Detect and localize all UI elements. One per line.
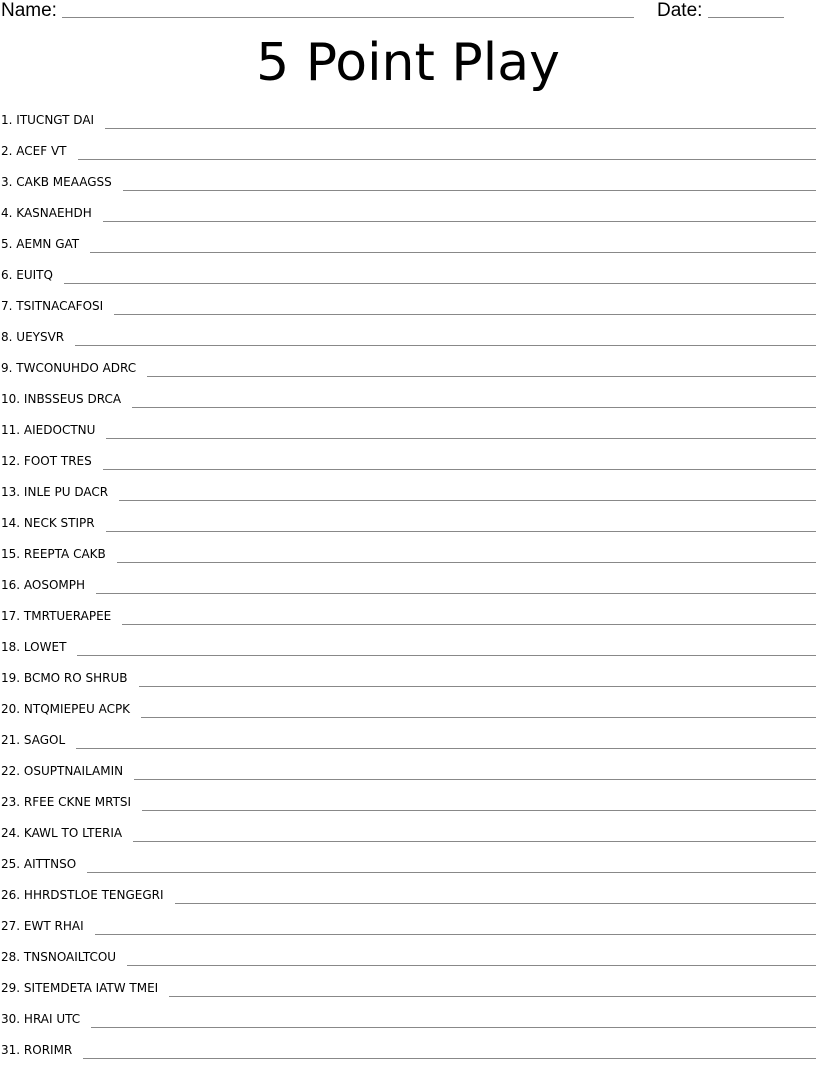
scrambled-word: KAWL TO LTERIA <box>24 826 122 840</box>
answer-line[interactable] <box>117 562 816 563</box>
question-item <box>0 977 816 1008</box>
question-item <box>0 884 816 915</box>
question-number: 3. <box>1 175 12 189</box>
scrambled-word: LOWET <box>24 640 66 654</box>
question-number: 7. <box>1 299 12 313</box>
question-number: 2. <box>1 144 12 158</box>
question-number: 22. <box>1 764 20 778</box>
question-item <box>0 357 816 388</box>
answer-line[interactable] <box>105 128 816 129</box>
answer-line[interactable] <box>106 438 816 439</box>
scrambled-word: INBSSEUS DRCA <box>24 392 121 406</box>
scrambled-word: TSITNACAFOSI <box>16 299 103 313</box>
scrambled-word: ACEF VT <box>16 144 66 158</box>
answer-line[interactable] <box>169 996 816 997</box>
question-item <box>0 1008 816 1039</box>
question-label <box>0 760 123 782</box>
question-label <box>0 574 85 596</box>
question-number: 8. <box>1 330 12 344</box>
question-number: 18. <box>1 640 20 654</box>
scrambled-word: SAGOL <box>24 733 65 747</box>
question-number: 9. <box>1 361 12 375</box>
answer-line[interactable] <box>139 686 816 687</box>
question-label <box>0 295 103 317</box>
answer-line[interactable] <box>90 252 816 253</box>
answer-line[interactable] <box>95 934 816 935</box>
scrambled-word: RFEE CKNE MRTSI <box>24 795 131 809</box>
scrambled-word: EWT RHAI <box>24 919 84 933</box>
question-label <box>0 853 76 875</box>
question-item <box>0 574 816 605</box>
question-number: 23. <box>1 795 20 809</box>
question-item <box>0 388 816 419</box>
question-number: 15. <box>1 547 20 561</box>
scrambled-word: HHRDSTLOE TENGEGRI <box>24 888 164 902</box>
answer-line[interactable] <box>87 872 816 873</box>
answer-line[interactable] <box>103 221 816 222</box>
question-item <box>0 140 816 171</box>
date-line[interactable] <box>708 17 784 18</box>
question-number: 12. <box>1 454 20 468</box>
scrambled-word: FOOT TRES <box>24 454 92 468</box>
question-number: 20. <box>1 702 20 716</box>
question-item <box>0 450 816 481</box>
name-label: Name: <box>1 0 57 22</box>
question-item <box>0 295 816 326</box>
scrambled-word: CAKB MEAAGSS <box>16 175 112 189</box>
answer-line[interactable] <box>106 531 816 532</box>
answer-line[interactable] <box>175 903 816 904</box>
question-number: 6. <box>1 268 12 282</box>
question-label <box>0 1039 72 1061</box>
question-item <box>0 1039 816 1070</box>
question-label <box>0 357 136 379</box>
scrambled-word: AITTNSO <box>24 857 76 871</box>
answer-line[interactable] <box>91 1027 816 1028</box>
question-item <box>0 481 816 512</box>
question-label <box>0 140 67 162</box>
scrambled-word: OSUPTNAILAMIN <box>24 764 123 778</box>
question-label <box>0 1008 80 1030</box>
scrambled-word: TNSNOAILTCOU <box>24 950 116 964</box>
answer-line[interactable] <box>132 407 816 408</box>
question-label <box>0 109 94 131</box>
question-number: 24. <box>1 826 20 840</box>
answer-line[interactable] <box>114 314 816 315</box>
scrambled-word: AEMN GAT <box>16 237 79 251</box>
worksheet-header <box>0 0 816 24</box>
question-label <box>0 791 131 813</box>
question-label <box>0 946 116 968</box>
question-label <box>0 884 164 906</box>
question-item <box>0 791 816 822</box>
question-label <box>0 326 64 348</box>
question-number: 1. <box>1 113 12 127</box>
scrambled-word: ITUCNGT DAI <box>16 113 94 127</box>
question-label <box>0 202 92 224</box>
question-number: 27. <box>1 919 20 933</box>
question-number: 14. <box>1 516 20 530</box>
question-number: 28. <box>1 950 20 964</box>
question-item <box>0 233 816 264</box>
question-number: 13. <box>1 485 20 499</box>
question-label <box>0 667 128 689</box>
answer-line[interactable] <box>141 717 816 718</box>
question-label <box>0 915 84 937</box>
answer-line[interactable] <box>147 376 816 377</box>
answer-line[interactable] <box>76 748 816 749</box>
answer-line[interactable] <box>142 810 816 811</box>
answer-line[interactable] <box>123 190 816 191</box>
question-item <box>0 543 816 574</box>
question-item <box>0 636 816 667</box>
answer-line[interactable] <box>83 1058 816 1059</box>
scrambled-word: TMRTUERAPEE <box>24 609 111 623</box>
question-item <box>0 667 816 698</box>
question-label <box>0 636 66 658</box>
question-label <box>0 171 112 193</box>
question-item <box>0 202 816 233</box>
answer-line[interactable] <box>122 624 816 625</box>
question-number: 4. <box>1 206 12 220</box>
question-number: 5. <box>1 237 12 251</box>
question-item <box>0 171 816 202</box>
question-item <box>0 729 816 760</box>
question-number: 21. <box>1 733 20 747</box>
date-label: Date: <box>657 0 702 22</box>
question-item <box>0 946 816 977</box>
question-number: 30. <box>1 1012 20 1026</box>
question-item <box>0 512 816 543</box>
question-item <box>0 326 816 357</box>
question-label <box>0 388 121 410</box>
answer-line[interactable] <box>119 500 816 501</box>
question-number: 25. <box>1 857 20 871</box>
question-label <box>0 977 158 999</box>
scrambled-word: KASNAEHDH <box>16 206 92 220</box>
answer-line[interactable] <box>103 469 816 470</box>
answer-line[interactable] <box>77 655 816 656</box>
question-label <box>0 264 53 286</box>
question-label <box>0 543 106 565</box>
scrambled-word: RORIMR <box>24 1043 72 1057</box>
question-label <box>0 512 95 534</box>
question-label <box>0 698 130 720</box>
question-item <box>0 915 816 946</box>
scrambled-word: AIEDOCTNU <box>24 423 95 437</box>
scrambled-word: HRAI UTC <box>24 1012 80 1026</box>
answer-line[interactable] <box>64 283 816 284</box>
question-label <box>0 233 79 255</box>
question-item <box>0 419 816 450</box>
answer-line[interactable] <box>78 159 816 160</box>
scrambled-word: NECK STIPR <box>24 516 95 530</box>
question-item <box>0 109 816 140</box>
question-item <box>0 853 816 884</box>
question-label <box>0 419 95 441</box>
question-item <box>0 605 816 636</box>
question-list <box>0 109 816 1070</box>
question-item <box>0 698 816 729</box>
question-label <box>0 605 111 627</box>
name-line[interactable] <box>62 17 634 18</box>
answer-line[interactable] <box>127 965 816 966</box>
question-number: 16. <box>1 578 20 592</box>
scrambled-word: EUITQ <box>16 268 53 282</box>
question-number: 11. <box>1 423 20 437</box>
answer-line[interactable] <box>75 345 816 346</box>
question-number: 29. <box>1 981 20 995</box>
scrambled-word: UEYSVR <box>16 330 64 344</box>
scrambled-word: REEPTA CAKB <box>24 547 106 561</box>
question-item <box>0 760 816 791</box>
question-number: 26. <box>1 888 20 902</box>
scrambled-word: TWCONUHDO ADRC <box>16 361 136 375</box>
question-label <box>0 481 108 503</box>
question-item <box>0 264 816 295</box>
scrambled-word: BCMO RO SHRUB <box>24 671 128 685</box>
page-title: 5 Point Play <box>0 28 816 98</box>
scrambled-word: INLE PU DACR <box>24 485 108 499</box>
question-number: 17. <box>1 609 20 623</box>
question-label <box>0 729 65 751</box>
scrambled-word: NTQMIEPEU ACPK <box>24 702 130 716</box>
answer-line[interactable] <box>96 593 816 594</box>
question-number: 10. <box>1 392 20 406</box>
answer-line[interactable] <box>134 779 816 780</box>
question-label <box>0 822 122 844</box>
question-number: 31. <box>1 1043 20 1057</box>
scrambled-word: SITEMDETA IATW TMEI <box>24 981 158 995</box>
question-number: 19. <box>1 671 20 685</box>
question-label <box>0 450 92 472</box>
question-item <box>0 822 816 853</box>
scrambled-word: AOSOMPH <box>24 578 85 592</box>
answer-line[interactable] <box>133 841 816 842</box>
